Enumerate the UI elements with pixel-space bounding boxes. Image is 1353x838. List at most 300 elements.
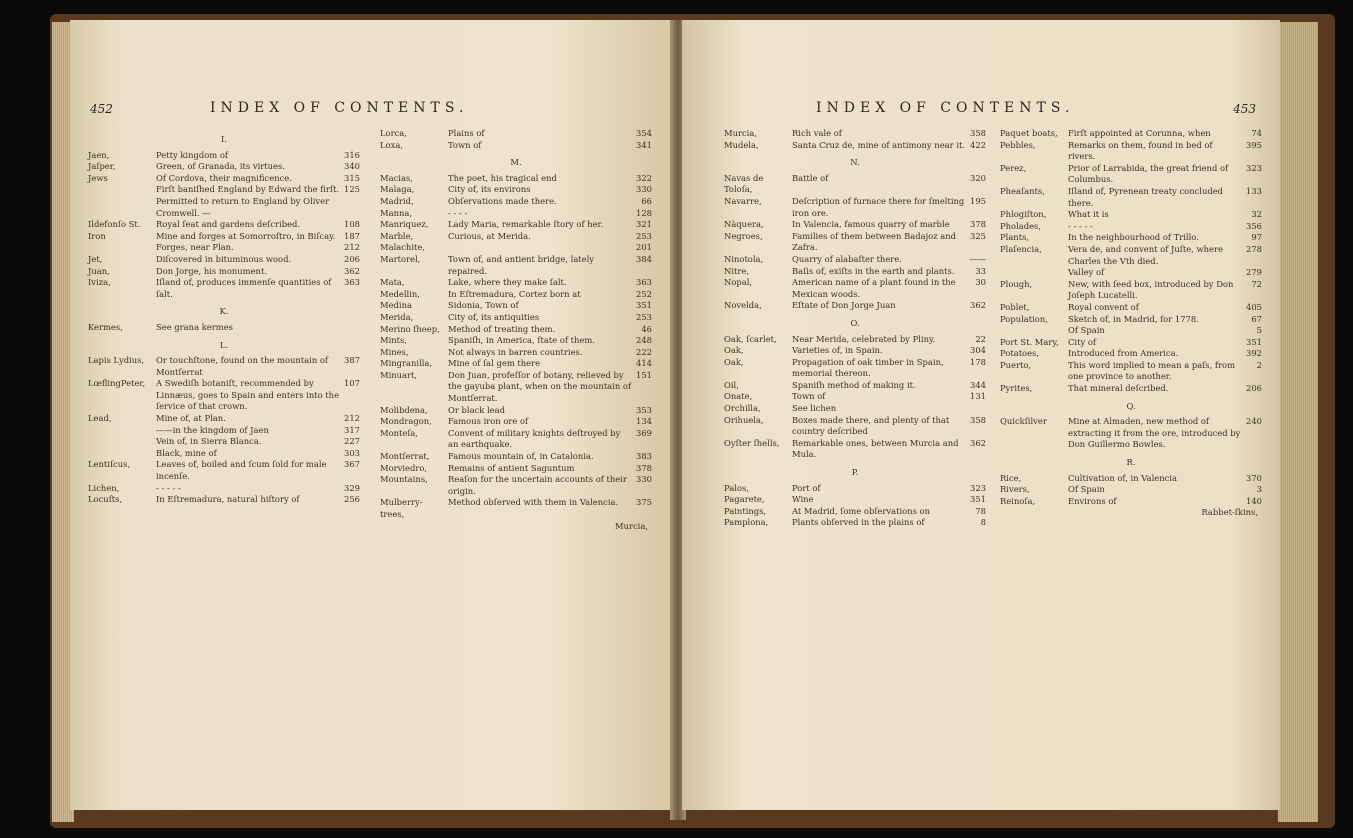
- entry-keyword: Mondragon,: [380, 416, 432, 427]
- entry-description: Sketch of, in Madrid, for 1778.: [1068, 313, 1199, 324]
- entry-description: Reaſon for the uncertain accounts of their origin.: [448, 474, 627, 496]
- entry-page-ref: 248: [636, 335, 652, 346]
- entry-page-ref: [356, 322, 360, 334]
- entry-keyword: Mulberry-trees,: [380, 497, 423, 519]
- index-entry: [1000, 128, 1262, 140]
- entry-page-ref: 325: [970, 230, 986, 241]
- entry-keyword: Pyrites,: [1000, 383, 1033, 394]
- entry-keyword: [88, 242, 150, 254]
- running-header: INDEX OF CONTENTS.: [816, 100, 1075, 116]
- entry-description: City of, its environs: [448, 184, 531, 195]
- entry-description: Or black lead: [448, 404, 505, 415]
- entry-page-ref: 383: [636, 451, 652, 462]
- entry-page-ref: 317: [344, 424, 360, 435]
- index-entry: [1000, 416, 1262, 451]
- index-entry: [380, 312, 652, 324]
- index-entry: [1000, 484, 1262, 496]
- entry-keyword: Port St. Mary,: [1000, 336, 1059, 347]
- entry-page-ref: 384: [636, 253, 652, 264]
- entry-description: A Swediſh botaniſt, recommended by Linnæus, goes to Spain and enters into the ſervice of that crown.: [156, 378, 340, 412]
- index-entry: [1000, 302, 1262, 314]
- entry-page-ref: [982, 403, 986, 415]
- entry-keyword: Jaſper,: [88, 161, 116, 172]
- entry-description: Obſervations made there.: [448, 195, 557, 206]
- index-entry: [88, 459, 360, 482]
- entry-description: Don Jorge, his monument.: [156, 265, 267, 276]
- index-entry: [380, 347, 652, 359]
- entry-keyword: Orihuela,: [724, 414, 764, 425]
- entry-description: Iſland of, Pyrenean treaty concluded there.: [1068, 185, 1224, 208]
- index-entry: [88, 196, 360, 219]
- section-letter: Q.: [1126, 400, 1136, 411]
- entry-page-ref: 187: [344, 230, 360, 241]
- entry-keyword: Potatoes,: [1000, 348, 1040, 359]
- entry-keyword: Manna,: [380, 207, 413, 218]
- entry-keyword: Negroes,: [724, 230, 763, 241]
- entry-description: [442, 242, 632, 254]
- entry-page-ref: 131: [970, 391, 986, 402]
- entry-keyword: Mudela,: [724, 139, 759, 150]
- index-entry: [380, 277, 652, 289]
- entry-description: Cultivation of, in Valencia: [1068, 472, 1177, 483]
- entry-page-ref: 405: [1246, 301, 1262, 312]
- entry-page-ref: 315: [344, 172, 360, 183]
- entry-keyword: Iviza,: [88, 277, 111, 288]
- entry-description: Remarkable ones, between Murcia and Mula.: [792, 437, 959, 460]
- entry-description: Spaniſh method of making it.: [792, 379, 916, 390]
- entry-description: Mine of ſal gem there: [448, 358, 541, 369]
- entry-page-ref: 414: [636, 358, 652, 369]
- entry-keyword: Monteſa,: [380, 427, 419, 438]
- entry-description: Plains of: [448, 128, 485, 138]
- entry-keyword: Lorca,: [380, 128, 407, 138]
- entry-description: Mine of, at Plan.: [156, 413, 226, 424]
- entry-description: Wine: [792, 494, 814, 505]
- entry-keyword: Paquet boats,: [1000, 128, 1058, 138]
- entry-description: - - - -: [448, 207, 468, 218]
- entry-description: Convent of military knights deſtroyed by an earthquake.: [448, 427, 621, 450]
- entry-page-ref: 227: [344, 436, 360, 447]
- entry-keyword: Puerto,: [1000, 359, 1032, 370]
- entry-page-ref: 341: [636, 139, 652, 150]
- section-letter: M.: [510, 157, 522, 168]
- entry-keyword: [1000, 267, 1062, 279]
- index-entry: [88, 448, 360, 460]
- index-column-right-2: [1000, 128, 1262, 519]
- index-entry: [88, 483, 360, 495]
- index-entry: [88, 219, 360, 231]
- index-entry: [88, 231, 360, 243]
- entry-keyword: Molibdena,: [380, 404, 428, 415]
- entry-keyword: Jet,: [88, 253, 103, 264]
- index-entry: [380, 370, 652, 405]
- entry-page-ref: 387: [344, 355, 360, 366]
- entry-page-ref: 30: [975, 277, 986, 288]
- entry-page-ref: 78: [975, 505, 986, 516]
- entry-keyword: Nopal,: [724, 277, 753, 288]
- entry-description: Environs of: [1068, 495, 1117, 506]
- index-entry: [724, 380, 986, 392]
- entry-page-ref: 195: [970, 195, 986, 206]
- entry-description: Green, of Granada, its virtues.: [156, 161, 285, 172]
- entry-keyword: Murcia,: [724, 128, 757, 138]
- entry-description: Curious, at Merida.: [448, 230, 531, 241]
- page-number: 452: [90, 102, 113, 116]
- index-entry: [88, 378, 360, 413]
- entry-keyword: Pebbles,: [1000, 139, 1036, 150]
- entry-description: Prior of Larrabida, the great friend of Columbus.: [1068, 162, 1229, 185]
- entry-page-ref: 322: [636, 172, 652, 183]
- entry-keyword: Population,: [1000, 313, 1048, 324]
- entry-page-ref: 321: [636, 219, 652, 230]
- entry-description: This word implied to mean a paſs, from one province to another.: [1068, 359, 1236, 382]
- index-entry: [380, 451, 652, 463]
- entry-description: Town of: [792, 391, 826, 402]
- entry-page-ref: 378: [636, 462, 652, 473]
- entry-keyword: Martorel,: [380, 253, 421, 264]
- entry-keyword: Malaga,: [380, 184, 415, 195]
- entry-page-ref: 252: [636, 288, 652, 299]
- entry-keyword: Loxa,: [380, 139, 403, 150]
- entry-page-ref: 362: [970, 300, 986, 311]
- entry-description: The poet, his tragical end: [448, 172, 557, 183]
- section-letter: I.: [221, 134, 227, 144]
- section-letter: N.: [850, 157, 860, 168]
- entry-keyword: Palos,: [724, 482, 749, 493]
- index-entry: [380, 231, 652, 243]
- entry-page-ref: 253: [636, 230, 652, 241]
- entry-description: Santa Cruz de, mine of antimony near it.: [792, 139, 966, 150]
- entry-page-ref: 206: [344, 253, 360, 264]
- entry-page-ref: 108: [344, 219, 360, 230]
- entry-page-ref: 278: [1246, 243, 1262, 254]
- index-entry: [724, 231, 986, 254]
- entry-keyword: Iron: [88, 230, 106, 241]
- entry-keyword: Rice,: [1000, 472, 1022, 483]
- index-entry: [1000, 221, 1262, 233]
- entry-description: Of Spain: [1068, 484, 1105, 495]
- index-entry: [1000, 383, 1262, 395]
- entry-keyword: Mines,: [380, 346, 409, 357]
- entry-keyword: Navarre,: [724, 195, 762, 206]
- entry-keyword: Quickſilver: [1000, 416, 1047, 427]
- entry-description: Lake, where they make ſalt.: [448, 277, 567, 288]
- entry-keyword: Medina: [380, 300, 412, 311]
- entry-description: Leaves of, boiled and ſcum ſold for male incenſe.: [156, 459, 327, 482]
- entry-description: Mine at Almaden, new method of extracting it from the ore, introduced by Don Guillermo Bowles.: [1068, 416, 1241, 450]
- index-entry: [380, 184, 652, 196]
- entry-description: City of, its antiquities: [448, 311, 540, 322]
- index-entry: [724, 219, 986, 231]
- section-letter: O.: [850, 317, 860, 328]
- entry-keyword: Plaſencia,: [1000, 243, 1042, 254]
- entry-description: Royal convent of: [1068, 301, 1139, 312]
- entry-description: Petty kingdom of: [156, 149, 228, 160]
- entry-description: Lady Maria, remarkable ſtory of her.: [448, 219, 604, 230]
- entry-description: Not always in barren countries.: [448, 346, 583, 357]
- index-entry: [724, 173, 986, 196]
- index-entry: [380, 128, 652, 140]
- index-entry: [724, 506, 986, 518]
- entry-description: Mine and forges at Somorroſtro, in Biſcay.: [156, 230, 336, 241]
- index-entry: [88, 436, 360, 448]
- entry-page-ref: 134: [636, 416, 652, 427]
- entry-keyword: Oil,: [724, 379, 739, 390]
- entry-keyword: Lead,: [88, 413, 112, 424]
- entry-keyword: Paintings,: [724, 505, 767, 516]
- index-entry: [724, 415, 986, 438]
- entry-keyword: Pholades,: [1000, 220, 1042, 231]
- entry-keyword: Medellin,: [380, 288, 420, 299]
- entry-keyword: Plough,: [1000, 278, 1033, 289]
- index-entry: [1000, 186, 1262, 209]
- index-entry: [88, 266, 360, 278]
- entry-keyword: Oak,: [724, 356, 744, 367]
- entry-description: Remarks on them, found in bed of rivers.: [1068, 139, 1213, 162]
- entry-keyword: Merino ſheep,: [380, 323, 440, 334]
- entry-page-ref: 151: [636, 369, 652, 380]
- index-entry: [88, 355, 360, 378]
- entry-page-ref: 303: [344, 447, 360, 458]
- entry-page-ref: 323: [970, 482, 986, 493]
- entry-page-ref: 8: [980, 517, 986, 528]
- index-entry: [724, 334, 986, 346]
- index-entry: [380, 300, 652, 312]
- entry-description: New, with ſeed box, introduced by Don Joſeph Lucatelli.: [1068, 278, 1234, 301]
- entry-description: Quarry of alabaſter there.: [792, 253, 902, 264]
- entry-keyword: Nàquera,: [724, 219, 764, 230]
- entry-keyword: Oyſter ſhells,: [724, 437, 780, 448]
- entry-description: Deſcription of furnace there for ſmelting iron ore.: [792, 195, 965, 218]
- section-letter: R.: [1126, 457, 1136, 468]
- entry-page-ref: 212: [344, 413, 360, 424]
- entry-keyword: Minuart,: [380, 369, 418, 380]
- entry-page-ref: 362: [344, 265, 360, 276]
- index-entry: [724, 403, 986, 415]
- entry-description: See lichen: [792, 403, 837, 414]
- entry-description: Or touchſtone, found on the mountain of Montſerrat: [156, 355, 329, 377]
- index-entry: [724, 345, 986, 357]
- entry-description: Firſt appointed at Corunna, when: [1068, 128, 1211, 138]
- entry-keyword: Mountains,: [380, 474, 428, 485]
- entry-description: Permitted to return to England by Oliver Cromwell. —: [156, 195, 330, 218]
- index-entry: [1000, 348, 1262, 360]
- index-entry: [380, 463, 652, 475]
- entry-keyword: Perez,: [1000, 162, 1027, 173]
- index-entry: [724, 266, 986, 278]
- entry-keyword: [88, 448, 150, 460]
- index-entry: [380, 324, 652, 336]
- index-entry: [724, 254, 986, 266]
- entry-description: Town of: [448, 139, 482, 150]
- index-entry: [88, 413, 360, 425]
- index-entry: [1000, 244, 1262, 267]
- entry-page-ref: 330: [636, 474, 652, 485]
- entry-page-ref: 351: [636, 300, 652, 311]
- entry-keyword: Lichen,: [88, 482, 120, 493]
- entry-page-ref: 212: [344, 242, 360, 253]
- index-entry: [88, 173, 360, 185]
- index-entry: [380, 173, 652, 185]
- entry-description: Vera de, and convent of Juſte, where Charles the Vth died.: [1068, 243, 1223, 266]
- index-entry: [1000, 337, 1262, 349]
- entry-keyword: Juan,: [88, 265, 110, 276]
- entry-page-ref: 3: [1256, 484, 1262, 495]
- entry-description: Boxes made there, and plenty of that country deſcribed: [792, 414, 950, 437]
- entry-description: In Eſtremadura, natural hiſtory of: [156, 494, 300, 505]
- entry-description: ——in the kingdom of Jaen: [156, 424, 269, 435]
- index-entry: [380, 140, 652, 152]
- entry-page-ref: 201: [636, 242, 652, 253]
- entry-page-ref: [356, 196, 360, 219]
- index-entry: [1000, 473, 1262, 485]
- entry-keyword: Mata,: [380, 277, 405, 288]
- entry-page-ref: ——: [969, 253, 986, 264]
- entry-description: Forges, near Plan.: [156, 242, 234, 253]
- entry-description: Port of: [792, 482, 821, 493]
- index-column-left-2: [380, 128, 652, 532]
- entry-keyword: Ildefonſo St.: [88, 219, 141, 230]
- entry-keyword: Poblet,: [1000, 301, 1030, 312]
- entry-description: Plants obſerved in the plains of: [792, 517, 925, 528]
- entry-keyword: Pagarete,: [724, 494, 765, 505]
- right-page-edges: [1278, 22, 1318, 822]
- entry-page-ref: 330: [636, 184, 652, 195]
- index-entry: [1000, 325, 1262, 337]
- running-header: INDEX OF CONTENTS.: [210, 100, 469, 116]
- entry-description: Of Cordova, their magnificence.: [156, 172, 292, 183]
- entry-page-ref: 367: [344, 459, 360, 470]
- index-entry: [88, 150, 360, 162]
- catchword: Rabbet-ſkins,: [1201, 507, 1258, 518]
- index-entry: [724, 196, 986, 219]
- entry-description: Families of them between Badajoz and Zafra.: [792, 230, 957, 253]
- entry-keyword: Merida,: [380, 311, 414, 322]
- index-entry: [380, 219, 652, 231]
- entry-page-ref: 22: [975, 333, 986, 344]
- entry-keyword: Madrid,: [380, 195, 414, 206]
- entry-description: Method obſerved with them in Valencia.: [448, 497, 619, 508]
- index-entry: [1000, 279, 1262, 302]
- entry-page-ref: 356: [1246, 220, 1262, 231]
- catchword: Murcia,: [615, 520, 648, 531]
- entry-page-ref: 46: [641, 323, 652, 334]
- section-letter: L.: [219, 339, 229, 350]
- entry-keyword: Manriquez,: [380, 219, 429, 230]
- entry-keyword: [88, 425, 150, 437]
- entry-page-ref: 395: [1246, 139, 1262, 150]
- index-entry: [380, 196, 652, 208]
- index-entry: [380, 428, 652, 451]
- entry-keyword: Jews: [88, 172, 108, 183]
- entry-keyword: Mints,: [380, 335, 407, 346]
- entry-description: That mineral deſcribed.: [1068, 383, 1169, 394]
- entry-page-ref: 362: [970, 437, 986, 448]
- entry-description: Firſt baniſhed England by Edward the firſt.: [156, 184, 339, 195]
- entry-page-ref: 370: [1246, 472, 1262, 483]
- entry-page-ref: 363: [636, 277, 652, 288]
- index-entry: [380, 405, 652, 417]
- index-entry: [88, 277, 360, 300]
- entry-page-ref: 74: [1251, 128, 1262, 138]
- entry-keyword: Phlogiſton,: [1000, 209, 1047, 220]
- entry-keyword: Lentiſcus,: [88, 459, 131, 470]
- index-entry: [1000, 314, 1262, 326]
- entry-description: - - - - -: [156, 482, 181, 493]
- entry-page-ref: 344: [970, 379, 986, 390]
- index-entry: [1000, 267, 1262, 279]
- entry-keyword: [88, 184, 150, 196]
- entry-page-ref: 32: [1251, 209, 1262, 220]
- entry-description: Vein of, in Sierra Blanca.: [156, 436, 262, 447]
- entry-description: Famous iron ore of: [448, 416, 529, 427]
- index-entry: [380, 474, 652, 497]
- index-entry: [724, 277, 986, 300]
- entry-page-ref: 256: [344, 494, 360, 505]
- entry-page-ref: 107: [344, 378, 360, 389]
- entry-page-ref: 97: [1251, 232, 1262, 243]
- index-entry: [1000, 163, 1262, 186]
- entry-keyword: Rivers,: [1000, 484, 1030, 495]
- entry-keyword: Oak, ſcarlet,: [724, 333, 777, 344]
- entry-description: In Eſtremadura, Cortez born at: [448, 288, 581, 299]
- entry-description: Remains of antient Saguntum: [448, 462, 575, 473]
- index-column-left-1: [88, 128, 360, 506]
- entry-page-ref: 363: [344, 277, 360, 288]
- entry-page-ref: 392: [1246, 348, 1262, 359]
- entry-description: Royal ſeat and gardens deſcribed.: [156, 219, 301, 230]
- index-entry: [380, 242, 652, 254]
- entry-keyword: Nitre,: [724, 265, 749, 276]
- index-entry: [88, 184, 360, 196]
- entry-keyword: Mingranilla,: [380, 358, 433, 369]
- entry-description: Sidonia, Town of: [448, 300, 519, 311]
- entry-description: At Madrid, ſome obſervations on: [792, 505, 930, 516]
- entry-description: What it is: [1068, 209, 1109, 220]
- entry-keyword: Novelda,: [724, 300, 762, 311]
- entry-description: American name of a plant found in the Mexican woods.: [792, 277, 956, 299]
- entry-page-ref: 140: [1246, 495, 1262, 506]
- index-entry: [380, 416, 652, 428]
- entry-keyword: Jaen,: [88, 149, 110, 160]
- index-column-right-1: [724, 128, 986, 529]
- entry-keyword: [1000, 325, 1062, 337]
- index-entry: [380, 335, 652, 347]
- entry-keyword: Reinoſa,: [1000, 495, 1036, 506]
- entry-page-ref: 125: [344, 184, 360, 195]
- entry-page-ref: 2: [1256, 359, 1262, 370]
- entry-keyword: Ninotola,: [724, 253, 764, 264]
- index-entry: [88, 425, 360, 437]
- entry-page-ref: 304: [970, 345, 986, 356]
- entry-keyword: [88, 436, 150, 448]
- entry-page-ref: 66: [641, 195, 652, 206]
- index-entry: [724, 494, 986, 506]
- left-page: [70, 20, 675, 810]
- entry-keyword: Malachite,: [380, 242, 425, 253]
- right-page: [682, 20, 1280, 810]
- entry-description: Near Merida, celebrated by Pliny.: [792, 333, 936, 344]
- entry-page-ref: 354: [636, 128, 652, 138]
- index-entry: [88, 254, 360, 266]
- entry-page-ref: 5: [1256, 325, 1262, 336]
- entry-description: See grana kermes: [156, 321, 233, 332]
- entry-keyword: Morviedro,: [380, 462, 428, 473]
- entry-description: Eſtate of Don Jorge Juan: [792, 300, 896, 311]
- index-entry: [380, 289, 652, 301]
- index-entry: [88, 242, 360, 254]
- index-entry: [724, 140, 986, 152]
